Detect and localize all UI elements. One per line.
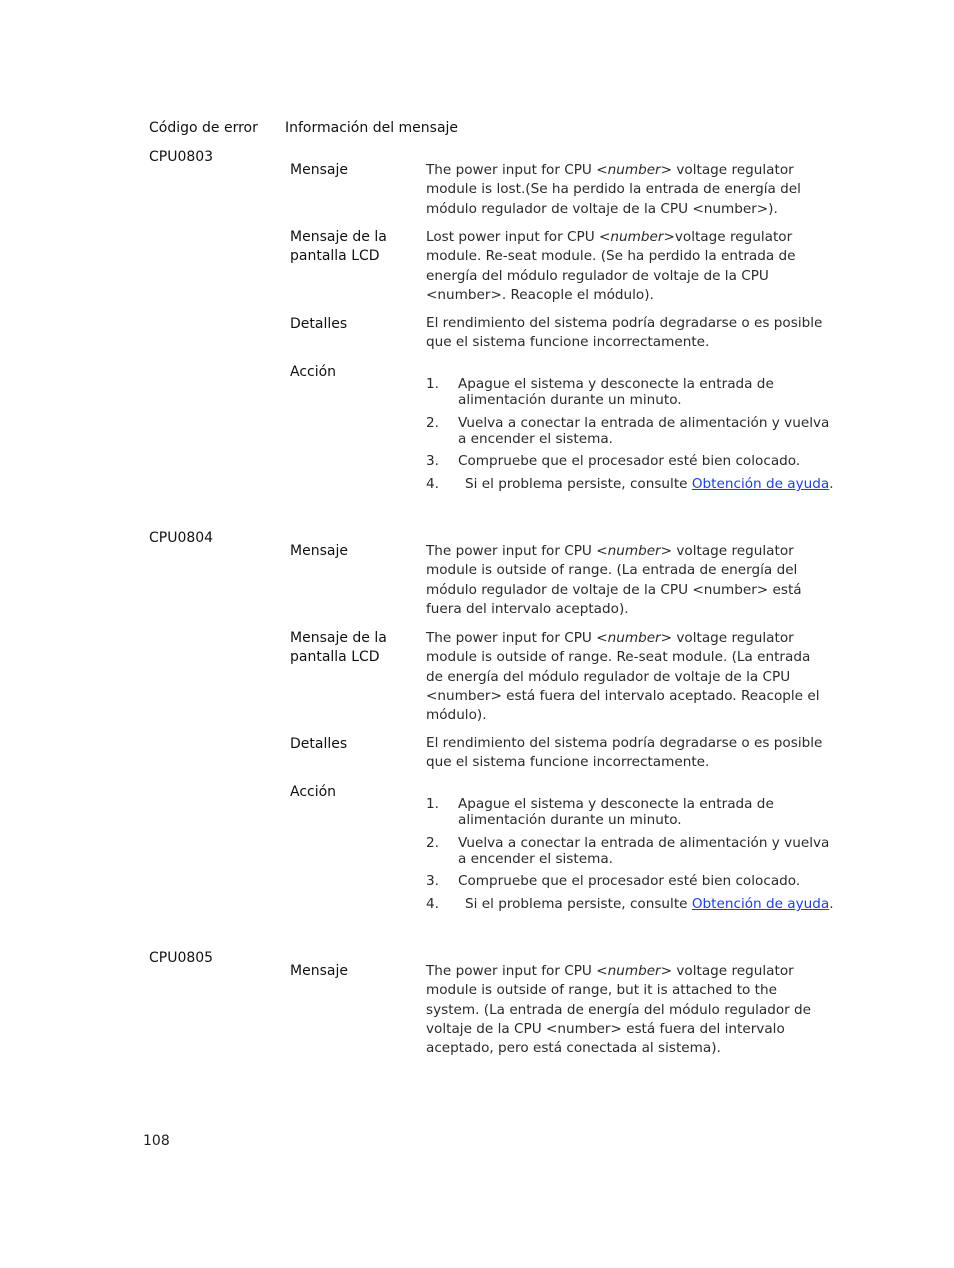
action-step: 3. Compruebe que el procesador esté bien colocado.: [426, 453, 801, 469]
message-text: The power input for CPU <number> voltage regulator module is outside of range, but it is attached to the system. (La entrada de energía del módulo regulador de voltaje de la CPU <number> está fuera del intervalo aceptado, pero está conectada al sistema).: [426, 963, 812, 1057]
action-step: 4. Si el problema persiste, consulte Obtención de ayuda.: [426, 896, 834, 912]
error-code-cpu0804: CPU0804: [149, 530, 214, 546]
action-label: Acción: [290, 784, 337, 800]
message-label: Mensaje: [290, 543, 348, 559]
action-step: 2. Vuelva a conectar la entrada de alimentación y vuelva a encender el sistema.: [426, 835, 830, 867]
details-label: Detalles: [290, 736, 348, 752]
lcd-message-label: Mensaje de la pantalla LCD: [290, 630, 387, 666]
message-label: Mensaje: [290, 963, 348, 979]
error-code-cpu0803: CPU0803: [149, 149, 214, 165]
header-message-info: Información del mensaje: [285, 120, 459, 136]
action-step: 1. Apague el sistema y desconecte la entrada de alimentación durante un minuto.: [426, 796, 774, 828]
action-step: 3. Compruebe que el procesador esté bien colocado.: [426, 873, 801, 889]
message-text: The power input for CPU <number> voltage regulator module is lost.(Se ha perdido la entrada de energía del módulo regulador de voltaje de la CPU <number>).: [426, 162, 801, 217]
message-text: The power input for CPU <number> voltage regulator module is outside of range. (La entrada de energía del módulo regulador de voltaje de la CPU <number> está fuera del intervalo aceptado).: [426, 543, 802, 617]
details-label: Detalles: [290, 316, 348, 332]
details-text: El rendimiento del sistema podría degradarse o es posible que el sistema funcione incorrectamente.: [426, 315, 823, 351]
help-link[interactable]: Obtención de ayuda: [691, 476, 830, 492]
message-label: Mensaje: [290, 162, 348, 178]
lcd-message-text: Lost power input for CPU <number>voltage regulator module. Re-seat module. (Se ha perdido la entrada de energía del módulo regulador de voltaje de la CPU <number>. Reacople el módulo).: [426, 229, 796, 303]
details-text: El rendimiento del sistema podría degradarse o es posible que el sistema funcione incorrectamente.: [426, 735, 823, 771]
action-step: 2. Vuelva a conectar la entrada de alimentación y vuelva a encender el sistema.: [426, 415, 830, 447]
error-code-cpu0805: CPU0805: [149, 950, 214, 966]
help-link[interactable]: Obtención de ayuda: [691, 896, 830, 912]
header-error-code: Código de error: [149, 120, 258, 136]
lcd-message-text: The power input for CPU <number> voltage regulator module is outside of range. Re-seat module. (La entrada de energía del módulo regulador de voltaje de la CPU <number> está fuera del intervalo aceptado. Reacople el módulo).: [426, 630, 820, 724]
lcd-message-label: Mensaje de la pantalla LCD: [290, 229, 387, 265]
action-step: 4. Si el problema persiste, consulte Obtención de ayuda.: [426, 476, 834, 492]
action-step: 1. Apague el sistema y desconecte la entrada de alimentación durante un minuto.: [426, 376, 774, 408]
page-number: 108: [143, 1133, 170, 1149]
action-label: Acción: [290, 364, 337, 380]
